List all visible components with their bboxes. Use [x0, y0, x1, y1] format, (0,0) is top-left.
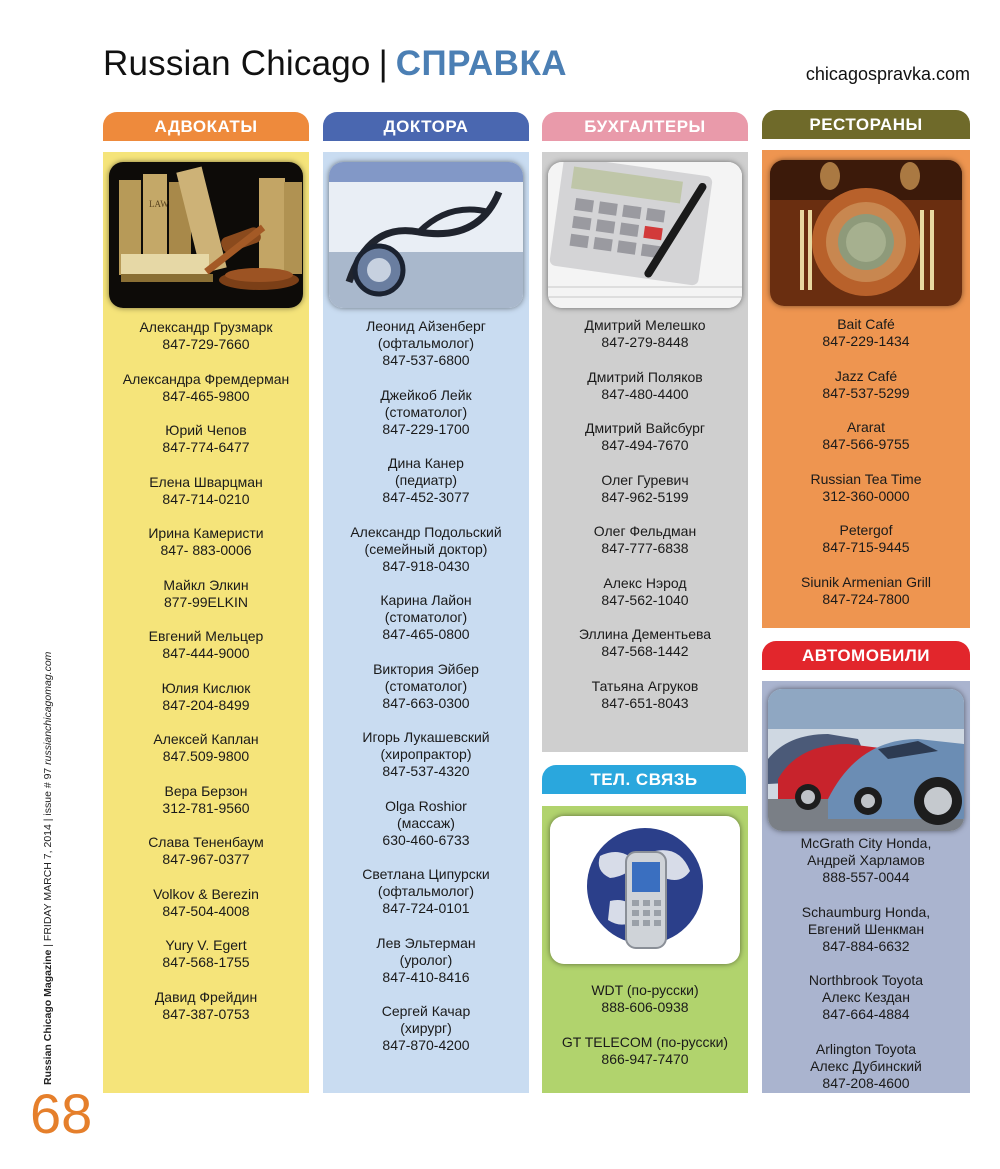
- list-item: [103, 989, 309, 1023]
- entry-phone: 847- 883-0006: [160, 542, 252, 558]
- list-item: [103, 474, 309, 508]
- table-setting-image: [770, 160, 962, 306]
- stethoscope-image: [329, 162, 523, 308]
- entry-name: Олег Фельдман: [593, 523, 697, 539]
- list-item: [103, 628, 309, 662]
- lawyers-list: [103, 319, 309, 1040]
- list-item: [542, 317, 748, 351]
- entry-name: Ирина Камеристи: [148, 525, 264, 541]
- list-item: [323, 318, 529, 369]
- entry-phone: 847-774-6477: [162, 439, 250, 455]
- tab-label: БУХГАЛТЕРЫ: [584, 116, 706, 136]
- entry-specialty: (хиропрактор): [380, 746, 472, 762]
- list-item: [762, 835, 970, 886]
- entry-name: Юрий Чепов: [165, 422, 247, 438]
- entry-phone: 847-568-1755: [162, 954, 250, 970]
- entry-name: Дмитрий Мелешко: [584, 317, 706, 333]
- entry-phone: 847-870-4200: [382, 1037, 470, 1053]
- entry-specialty: (офтальмолог): [377, 883, 475, 899]
- entry-phone: 847-884-6632: [822, 937, 910, 954]
- entry-phone: 847-651-8043: [601, 694, 689, 711]
- phone-globe-image: [550, 816, 740, 964]
- entry-phone: 847-967-0377: [162, 851, 250, 867]
- entry-name: Евгений Мельцер: [148, 628, 264, 644]
- entry-name: Siunik Armenian Grill: [801, 573, 931, 590]
- entry-phone: 847-918-0430: [382, 557, 470, 574]
- doctors-list: [323, 318, 529, 1072]
- list-item: [323, 866, 529, 917]
- entry-phone: 312-781-9560: [162, 799, 250, 816]
- doctors-panel: [323, 152, 529, 1093]
- cars-image: [768, 689, 964, 831]
- entry-specialty: (стоматолог): [384, 677, 468, 694]
- list-item: [103, 834, 309, 868]
- list-item: [103, 371, 309, 405]
- list-item: [542, 575, 748, 609]
- entry-phone: 847-537-6800: [382, 352, 470, 368]
- entry-specialty: (массаж): [397, 814, 455, 831]
- entry-specialty: (стоматолог): [384, 609, 468, 625]
- entry-phone: 888-606-0938: [601, 999, 689, 1015]
- entry-phone: 847-480-4400: [601, 385, 689, 402]
- title-separator: |: [378, 44, 388, 83]
- entry-name: Алекс Нэрод: [603, 574, 687, 591]
- entry-phone: 847-537-4320: [382, 763, 470, 779]
- law-books-gavel-image: [109, 162, 303, 308]
- website-link[interactable]: chicagospravka.com: [805, 64, 970, 84]
- entry-name: Майкл Элкин: [163, 576, 249, 593]
- masthead: [103, 44, 567, 88]
- entry-name: Northbrook Toyota: [808, 972, 924, 988]
- entry-phone: 877-99ELKIN: [163, 593, 249, 610]
- list-item: [323, 455, 529, 506]
- list-item: [103, 680, 309, 714]
- entry-contact: Андрей Харламов: [807, 852, 925, 868]
- entry-phone: 866-947-7470: [601, 1050, 689, 1067]
- entry-phone: 847-204-8499: [162, 696, 250, 713]
- restaurants-panel: [762, 150, 970, 628]
- entry-phone: 847-714-0210: [162, 490, 250, 507]
- accountants-panel: [542, 152, 748, 752]
- autos-panel: [762, 681, 970, 1093]
- entry-phone: 847-715-9445: [822, 539, 910, 555]
- magazine-site: russianchicagomag.com: [42, 651, 54, 765]
- list-item: [542, 523, 748, 557]
- restaurants-list: [762, 316, 970, 625]
- list-item: [762, 904, 970, 955]
- entry-name: Jazz Café: [834, 367, 898, 384]
- issue-details: | FRIDAY MARCH 7, 2014 | issue # 97: [42, 764, 54, 950]
- entry-name: Дина Канер: [388, 455, 464, 471]
- list-item: [542, 1034, 748, 1068]
- entry-phone: 847-229-1700: [382, 420, 470, 437]
- entry-name: Александр Подольский: [350, 523, 502, 540]
- list-item: [103, 886, 309, 920]
- entry-phone: 847-566-9755: [822, 436, 910, 452]
- entry-name: Виктория Эйбер: [373, 660, 479, 677]
- entry-name: Слава Тененбаум: [148, 834, 264, 850]
- entry-name: McGrath City Honda,: [800, 835, 932, 851]
- entry-phone: 847-663-0300: [382, 694, 470, 711]
- list-item: [103, 783, 309, 817]
- entry-name: Алексей Каплан: [153, 731, 259, 747]
- entry-phone: 847-465-0800: [382, 626, 470, 642]
- list-item: [323, 935, 529, 986]
- entry-name: Джейкоб Лейк: [380, 386, 472, 403]
- entry-name: Елена Шварцман: [149, 473, 263, 490]
- entry-specialty: (семейный доктор): [364, 540, 488, 557]
- entry-name: Arlington Toyota: [815, 1040, 917, 1057]
- entry-phone: 847-962-5199: [601, 488, 689, 505]
- svg-text:LAW: LAW: [149, 199, 169, 209]
- list-item: [542, 678, 748, 712]
- entry-specialty: (педиатр): [394, 472, 458, 488]
- entry-phone: 847-729-7660: [162, 336, 250, 352]
- entry-name: Леонид Айзенберг: [366, 318, 486, 334]
- entry-phone: 847-494-7670: [601, 437, 689, 453]
- section-tab-accountants: [542, 112, 748, 141]
- entry-phone: 312-360-0000: [822, 487, 910, 504]
- entry-phone: 847-664-4884: [822, 1006, 910, 1022]
- list-item: [103, 937, 309, 971]
- list-item: [762, 1041, 970, 1092]
- entry-specialty: (хирург): [400, 1020, 452, 1036]
- list-item: [103, 577, 309, 611]
- entry-name: Дмитрий Вайсбург: [584, 420, 706, 436]
- lawyers-panel: [103, 152, 309, 1093]
- entry-specialty: (офтальмолог): [377, 335, 475, 351]
- tab-label: АВТОМОБИЛИ: [801, 645, 931, 665]
- list-item: [103, 525, 309, 559]
- magazine-name: Russian Chicago Magazine: [42, 949, 54, 1085]
- entry-name: Yury V. Egert: [165, 937, 247, 953]
- tab-label: АДВОКАТЫ: [154, 116, 258, 136]
- entry-specialty: (уролог): [399, 951, 453, 968]
- entry-phone: 847-568-1442: [601, 643, 689, 659]
- entry-phone: 847-279-8448: [601, 334, 689, 350]
- section-tab-doctors: [323, 112, 529, 141]
- entry-name: Дмитрий Поляков: [587, 368, 703, 385]
- entry-name: Bait Café: [837, 316, 895, 332]
- entry-phone: 847-724-0101: [382, 900, 470, 916]
- entry-name: Volkov & Berezin: [153, 885, 259, 902]
- tab-label: ДОКТОРА: [383, 116, 469, 136]
- list-item: [323, 729, 529, 780]
- entry-phone: 847-562-1040: [601, 591, 689, 608]
- entry-phone: 630-460-6733: [382, 831, 470, 848]
- entry-name: Лев Эльтерман: [376, 934, 476, 951]
- entry-contact: Евгений Шенкман: [807, 920, 925, 937]
- entry-phone: 847.509-9800: [162, 748, 250, 764]
- entry-phone: 847-504-4008: [162, 902, 250, 919]
- entry-name: Вера Берзон: [164, 782, 248, 799]
- entry-phone: 847-444-9000: [162, 645, 250, 661]
- section-tab-lawyers: [103, 112, 309, 141]
- list-item: [323, 524, 529, 575]
- list-item: [103, 731, 309, 765]
- entry-name: Светлана Ципурски: [362, 866, 490, 882]
- section-tab-restaurants: [762, 110, 970, 139]
- list-item: [762, 522, 970, 556]
- entry-name: WDT (по-русски): [591, 982, 699, 998]
- section-tab-telecom: [542, 765, 746, 794]
- list-item: [103, 319, 309, 353]
- autos-list: [762, 835, 970, 1109]
- entry-name: Александра Фремдерман: [122, 370, 290, 387]
- list-item: [542, 420, 748, 454]
- entry-phone: 847-465-9800: [162, 387, 250, 404]
- entry-name: GT TELECOM (по-русски): [561, 1033, 729, 1050]
- list-item: [542, 472, 748, 506]
- list-item: [762, 419, 970, 453]
- entry-name: Petergof: [839, 522, 893, 538]
- vertical-issue-info: [42, 595, 54, 1085]
- entry-phone: 847-208-4600: [822, 1074, 910, 1091]
- list-item: [323, 661, 529, 712]
- entry-name: Давид Фрейдин: [154, 988, 258, 1005]
- list-item: [762, 972, 970, 1023]
- tab-label: ТЕЛ. СВЯЗЬ: [590, 769, 698, 789]
- entry-name: Schaumburg Honda,: [801, 903, 931, 920]
- page-number: 68: [30, 1082, 93, 1145]
- entry-name: Карина Лайон: [380, 592, 472, 608]
- list-item: [762, 368, 970, 402]
- entry-name: Олег Гуревич: [601, 471, 689, 488]
- entry-name: Эллина Дементьева: [578, 626, 712, 642]
- entry-name: Ararat: [846, 419, 886, 435]
- list-item: [323, 1003, 529, 1054]
- entry-phone: 847-229-1434: [822, 333, 910, 349]
- entry-phone: 847-777-6838: [601, 540, 689, 556]
- entry-phone: 847-410-8416: [382, 968, 470, 985]
- entry-phone: 888-557-0044: [822, 869, 910, 885]
- list-item: [103, 422, 309, 456]
- list-item: [762, 316, 970, 350]
- entry-phone: 847-387-0753: [162, 1005, 250, 1022]
- tab-label: РЕСТОРАНЫ: [809, 114, 923, 134]
- entry-name: Александр Грузмарк: [139, 319, 273, 335]
- list-item: [542, 369, 748, 403]
- list-item: [323, 592, 529, 643]
- calculator-pen-image: [548, 162, 742, 308]
- entry-specialty: (стоматолог): [384, 403, 468, 420]
- entry-contact: Алекс Кездан: [822, 989, 910, 1005]
- entry-phone: 847-724-7800: [822, 590, 910, 607]
- list-item: [323, 798, 529, 849]
- accountants-list: [542, 317, 748, 729]
- list-item: [542, 626, 748, 660]
- entry-name: Татьяна Агруков: [591, 677, 699, 694]
- telecom-panel: [542, 806, 748, 1093]
- entry-phone: 847-452-3077: [382, 489, 470, 505]
- entry-name: Olga Roshior: [385, 797, 467, 814]
- entry-name: Юлия Кислюк: [161, 679, 251, 696]
- entry-name: Сергей Качар: [381, 1003, 471, 1019]
- section-title: СПРАВКА: [395, 44, 568, 83]
- brand-title: Russian Chicago: [103, 44, 371, 83]
- entry-contact: Алекс Дубинский: [810, 1057, 922, 1074]
- list-item: [542, 982, 748, 1016]
- telecom-list: [542, 982, 748, 1085]
- list-item: [323, 387, 529, 438]
- entry-phone: 847-537-5299: [822, 384, 910, 401]
- entry-name: Игорь Лукашевский: [362, 729, 490, 745]
- list-item: [762, 574, 970, 608]
- section-tab-autos: [762, 641, 970, 670]
- list-item: [762, 471, 970, 505]
- entry-name: Russian Tea Time: [810, 470, 922, 487]
